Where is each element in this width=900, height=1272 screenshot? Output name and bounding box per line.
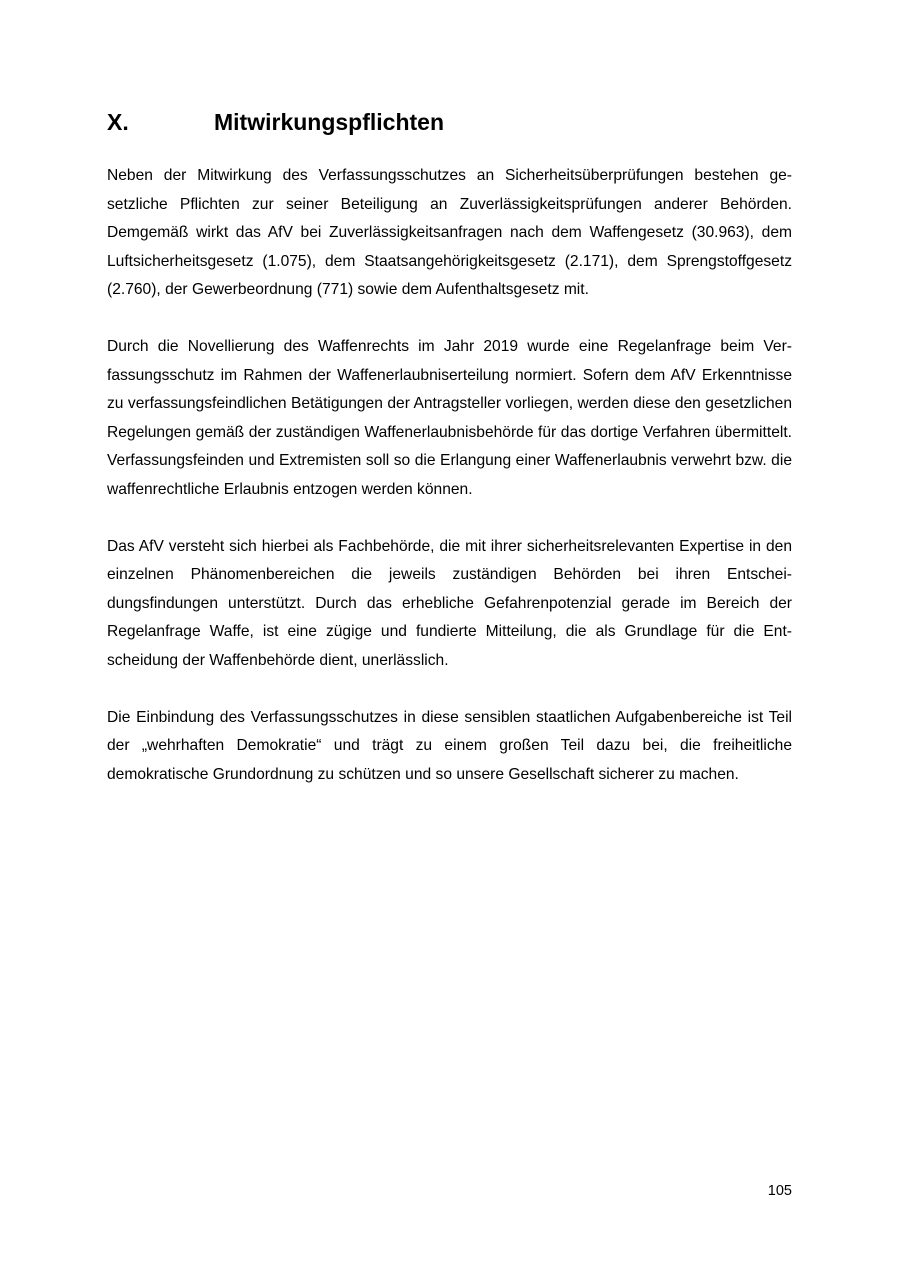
body-text — [107, 162, 792, 818]
section-heading — [107, 104, 797, 140]
paragraph-3: Das AfV versteht sich hierbei als Fachbehörde, die mit ihrer sicherheitsrelevanten Expertise in den einzelnen Phänomenbereichen die jeweils zuständigen Behörden bei ihren Entscheidungsfindungen unterstützt. Durch das erhebliche Gefahrenpotenzial gerade im Bereich der Regelanfrage Waffe, ist eine zügige und fundierte Mitteilung, die als Grundlage für die Entscheidung der Waffenbehörde dient, unerlässlich. — [107, 537, 792, 669]
page-number: 105 — [767, 1183, 792, 1199]
paragraph-4: Die Einbindung des Verfassungsschutzes in diese sensiblen staatlichen Aufgabenbereiche ist Teil der „wehrhaften Demokratie“ und trägt zu einem großen Teil dazu bei, die freiheitliche demokratische Grundordnung zu schützen und so unsere Gesellschaft sicherer zu machen. — [107, 708, 792, 783]
section-title: Mitwirkungspflichten — [214, 109, 444, 135]
paragraph-2: Durch die Novellierung des Waffenrechts im Jahr 2019 wurde eine Regelanfrage beim Verfassungsschutz im Rahmen der Waffenerlaubniserteilung normiert. Sofern dem AfV Erkenntnisse zu verfassungsfeindlichen Betätigungen der Antragsteller vorliegen, werden diese den gesetzlichen Regelungen gemäß der zuständigen Waffenerlaubnisbehörde für das dortige Verfahren übermittelt. Verfassungsfeinden und Extremisten soll so die Erlangung einer Waffenerlaubnis verwehrt bzw. die waffenrechtliche Erlaubnis entzogen werden können. — [107, 338, 792, 498]
paragraph-1: Neben der Mitwirkung des Verfassungsschutzes an Sicherheitsüberprüfungen bestehen gesetzliche Pflichten zur seiner Beteiligung an Zuverlässigkeitsprüfungen anderer Behörden. Demgemäß wirkt das AfV bei Zuverlässigkeitsanfragen nach dem Waffengesetz (30.963), dem Luftsicherheitsgesetz (1.075), dem Staatsangehörigkeitsgesetz (2.171), dem Sprengstoffgesetz (2.760), der Gewerbeordnung (771) sowie dem Aufenthaltsgesetz mit. — [107, 167, 792, 298]
section-number: X. — [107, 109, 129, 135]
